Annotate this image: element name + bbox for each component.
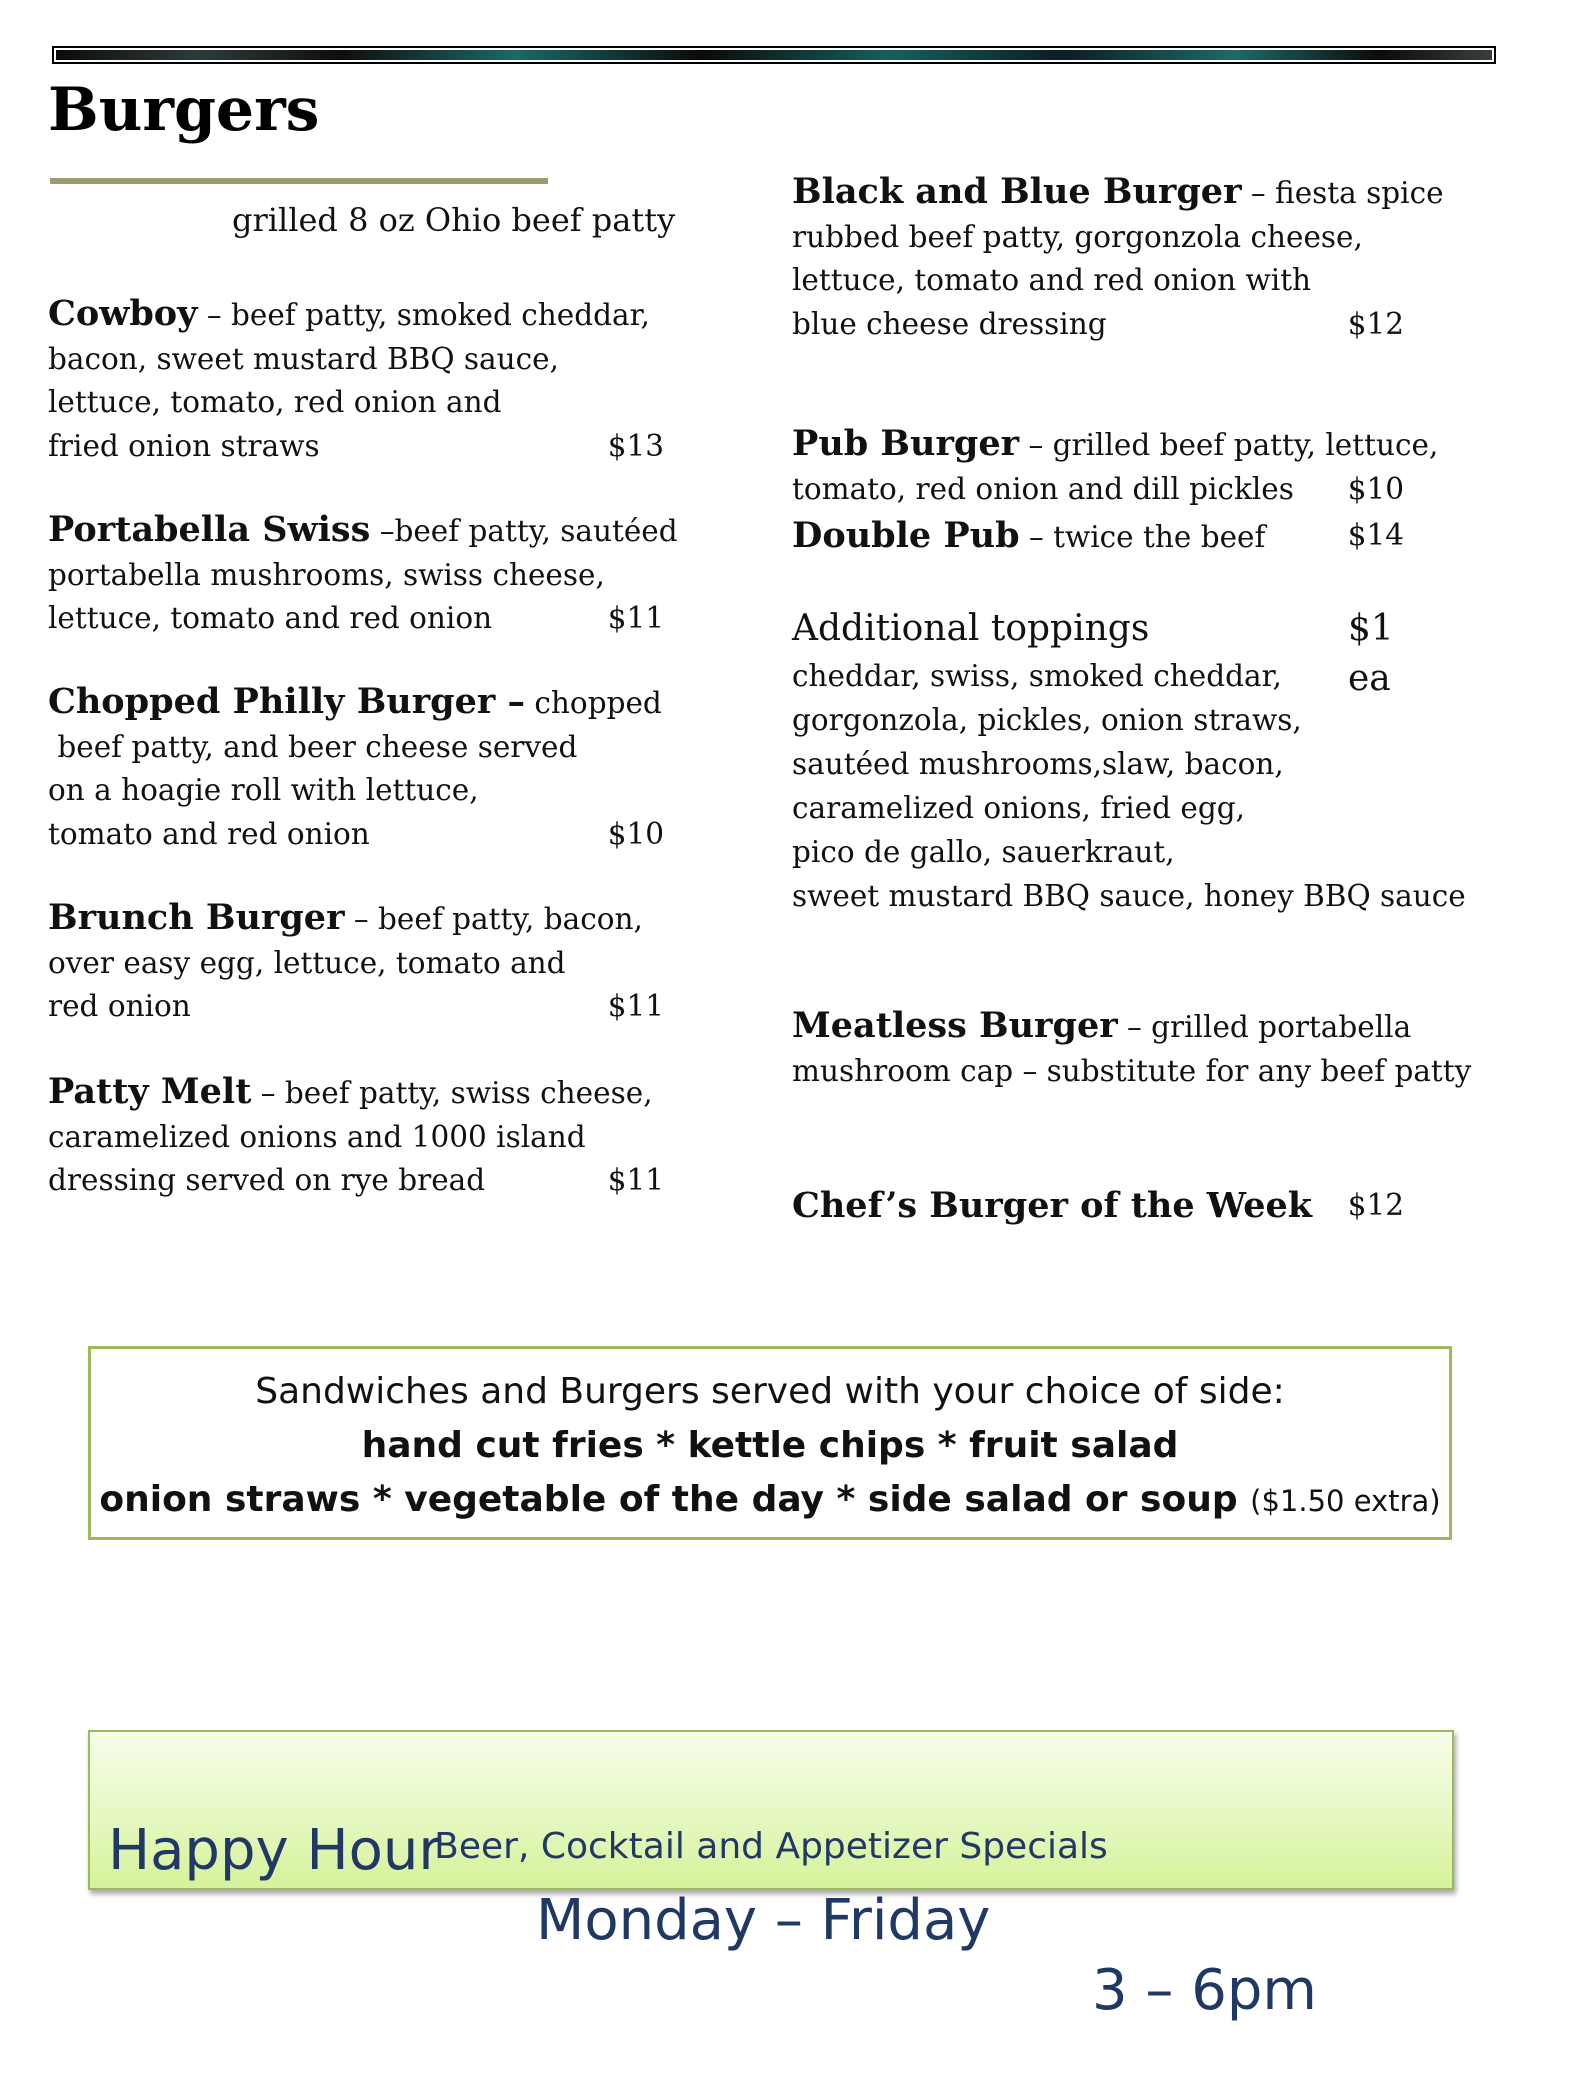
item-description: – grilled beef patty, lettuce, — [1019, 428, 1439, 462]
menu-item-black-and-blue-burger — [792, 170, 1444, 346]
list-item: pico de gallo, sauerkraut, — [792, 835, 1175, 869]
menu-item-pub-burger — [792, 422, 1439, 511]
item-description: – fiesta spice — [1241, 176, 1444, 210]
list-item: sweet mustard BBQ sauce, honey BBQ sauce — [792, 879, 1466, 913]
item-name: Portabella Swiss — [48, 509, 371, 550]
item-description: – beef patty, smoked cheddar, — [197, 298, 650, 332]
item-description: dressing served on rye bread — [48, 1163, 486, 1197]
item-description: red onion — [48, 989, 191, 1023]
item-name: Double Pub — [792, 515, 1020, 556]
item-description: beef patty, and beer cheese served — [48, 729, 578, 764]
title-underline — [50, 178, 548, 184]
item-description: lettuce, tomato and red onion — [48, 601, 493, 635]
sides-intro: Sandwiches and Burgers served with your choice of side: — [255, 1371, 1285, 1412]
item-price: $14 — [1347, 518, 1404, 552]
happy-hour-days: Monday – Friday — [536, 1888, 991, 1953]
happy-hour-banner — [88, 1730, 1454, 2023]
sides-options-text: onion straws * vegetable of the day * side salad or soup — [99, 1479, 1238, 1520]
sides-options-line-1: hand cut fries * kettle chips * fruit salad — [361, 1425, 1179, 1466]
item-name: Cowboy — [48, 293, 198, 334]
item-description: portabella mushrooms, swiss cheese, — [48, 557, 605, 592]
menu-item-patty-melt — [48, 1070, 664, 1203]
sides-extra-charge: ($1.50 extra) — [1250, 1484, 1441, 1518]
menu-item-portabella-swiss — [48, 508, 678, 641]
section-title: Burgers — [48, 75, 320, 145]
item-name: Chopped Philly Burger – — [48, 681, 526, 722]
item-price: $10 — [1347, 471, 1404, 506]
item-description: lettuce, tomato, red onion and — [48, 385, 502, 419]
item-description: – beef patty, swiss cheese, — [251, 1076, 653, 1110]
item-description: mushroom cap – substitute for any beef patty — [792, 1053, 1472, 1088]
item-description: –beef patty, sautéed — [370, 514, 678, 548]
item-name: Meatless Burger — [792, 1005, 1118, 1046]
item-description: bacon, sweet mustard BBQ sauce, — [48, 341, 559, 376]
item-name: Patty Melt — [48, 1071, 252, 1112]
list-item: sautéed mushrooms,slaw, bacon, — [792, 747, 1284, 781]
menu-item-cowboy — [48, 292, 664, 468]
menu-item-chopped-philly-burger — [48, 680, 664, 856]
item-description: lettuce, tomato and red onion with — [792, 263, 1312, 297]
sides-options-line-2 — [91, 1475, 1449, 1526]
item-price: $13 — [607, 428, 664, 463]
item-price: $11 — [607, 601, 664, 635]
item-name: Chef’s Burger of the Week — [792, 1185, 1313, 1226]
item-price: $12 — [1347, 1188, 1404, 1222]
happy-hour-label: Happy Hour — [108, 1818, 442, 1883]
item-price: $10 — [607, 816, 664, 851]
toppings-label: Additional toppings — [792, 608, 1150, 649]
item-description: tomato and red onion — [48, 816, 370, 851]
item-description: – twice the beef — [1019, 520, 1266, 554]
item-description: over easy egg, lettuce, tomato and — [48, 945, 566, 980]
item-name: Brunch Burger — [48, 897, 345, 938]
item-name: Pub Burger — [792, 423, 1020, 464]
toppings-list — [792, 654, 1466, 918]
item-price: $11 — [607, 989, 664, 1023]
happy-hour-time: 3 – 6pm — [1092, 1958, 1317, 2023]
list-item: gorgonzola, pickles, onion straws, — [792, 703, 1302, 737]
item-description: tomato, red onion and dill pickles — [792, 471, 1294, 506]
item-description: – beef patty, bacon, — [344, 902, 643, 936]
item-description: fried onion straws — [48, 428, 320, 463]
item-description: rubbed beef patty, gorgonzola cheese, — [792, 219, 1363, 254]
item-description: blue cheese dressing — [792, 306, 1107, 341]
item-description: on a hoagie roll with lettuce, — [48, 773, 479, 807]
item-description: caramelized onions and 1000 island — [48, 1119, 586, 1154]
menu-item-chefs-burger-of-the-week — [792, 1184, 1404, 1230]
list-item: caramelized onions, fried egg, — [792, 791, 1245, 825]
item-price: $12 — [1347, 306, 1404, 341]
menu-item-double-pub — [792, 514, 1404, 560]
toppings-price: $1 ea — [1348, 608, 1394, 699]
item-name: Black and Blue Burger — [792, 171, 1242, 212]
menu-item-meatless-burger — [792, 1004, 1492, 1093]
happy-hour-specials: Beer, Cocktail and Appetizer Specials — [434, 1826, 1108, 1867]
menu-item-brunch-burger — [48, 896, 664, 1029]
section-subtitle: grilled 8 oz Ohio beef patty — [232, 201, 676, 239]
item-description: chopped — [525, 686, 662, 720]
list-item: cheddar, swiss, smoked cheddar, — [792, 659, 1282, 693]
item-description: – grilled portabella — [1117, 1010, 1412, 1044]
item-price: $11 — [607, 1163, 664, 1197]
decorative-top-bar — [52, 46, 1496, 64]
sides-info-box — [88, 1346, 1452, 1540]
